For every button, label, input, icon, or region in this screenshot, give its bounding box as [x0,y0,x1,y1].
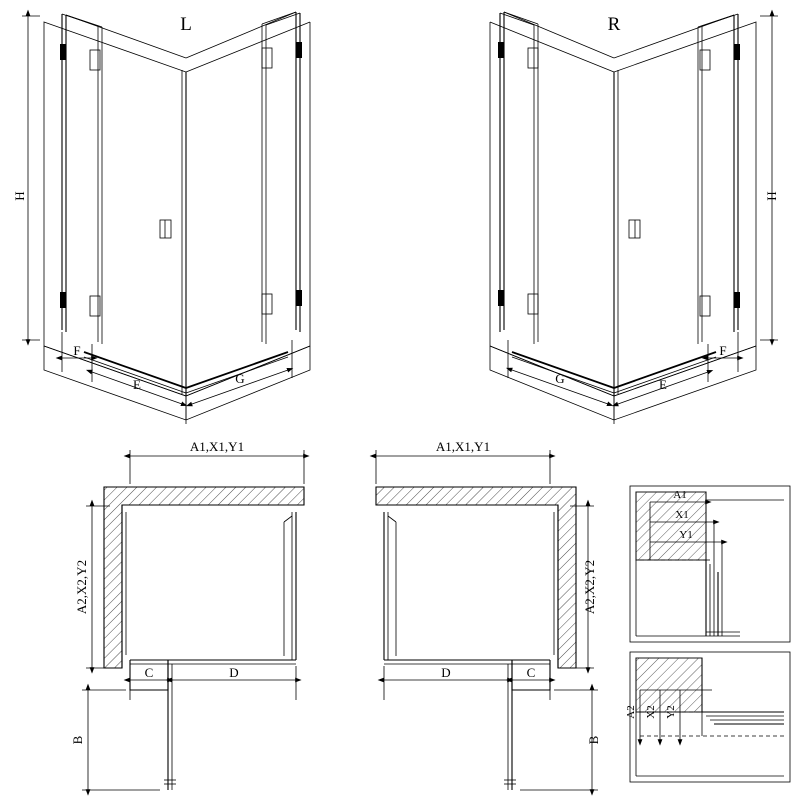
detail-bottom-dim-Y2: Y2 [665,705,677,719]
plan-left-swing-dim: B [70,735,85,745]
iso-view-left [12,12,310,424]
plan-right-side-dim: A2,X2,Y2 [582,559,597,615]
iso-right-height-label: H [764,191,779,201]
plan-view-right [376,439,601,790]
iso-right-title: R [607,14,621,35]
plan-right-door-small: C [526,665,536,680]
iso-right-label-F: F [719,343,727,358]
detail-bottom-dim-A2: A2 [625,705,637,719]
iso-left-label-E: E [133,377,141,392]
plan-view-left [70,439,304,790]
plan-left-side-dim: A2,X2,Y2 [74,559,89,615]
detail-top-dim-Y1: Y1 [679,529,693,541]
plan-left-top-dim: A1,X1,Y1 [189,439,245,454]
iso-right-label-E: E [659,377,667,392]
iso-left-label-F: F [73,343,81,358]
plan-right-door-large: D [441,665,451,680]
detail-top-dim-X1: X1 [675,509,689,521]
iso-left-label-G: G [235,371,245,386]
detail-top-dim-A1: A1 [673,489,687,501]
plan-right-swing-dim: B [586,735,601,745]
detail-top-right [630,486,790,642]
iso-left-height-label: H [12,191,27,201]
detail-bottom-dim-X2: X2 [645,705,657,719]
iso-left-title: L [180,14,192,35]
plan-left-door-small: C [144,665,154,680]
plan-right-top-dim: A1,X1,Y1 [435,439,491,454]
iso-right-label-G: G [555,371,565,386]
plan-left-door-large: D [229,665,239,680]
detail-bottom-right [625,652,790,782]
iso-view-right [490,12,779,424]
